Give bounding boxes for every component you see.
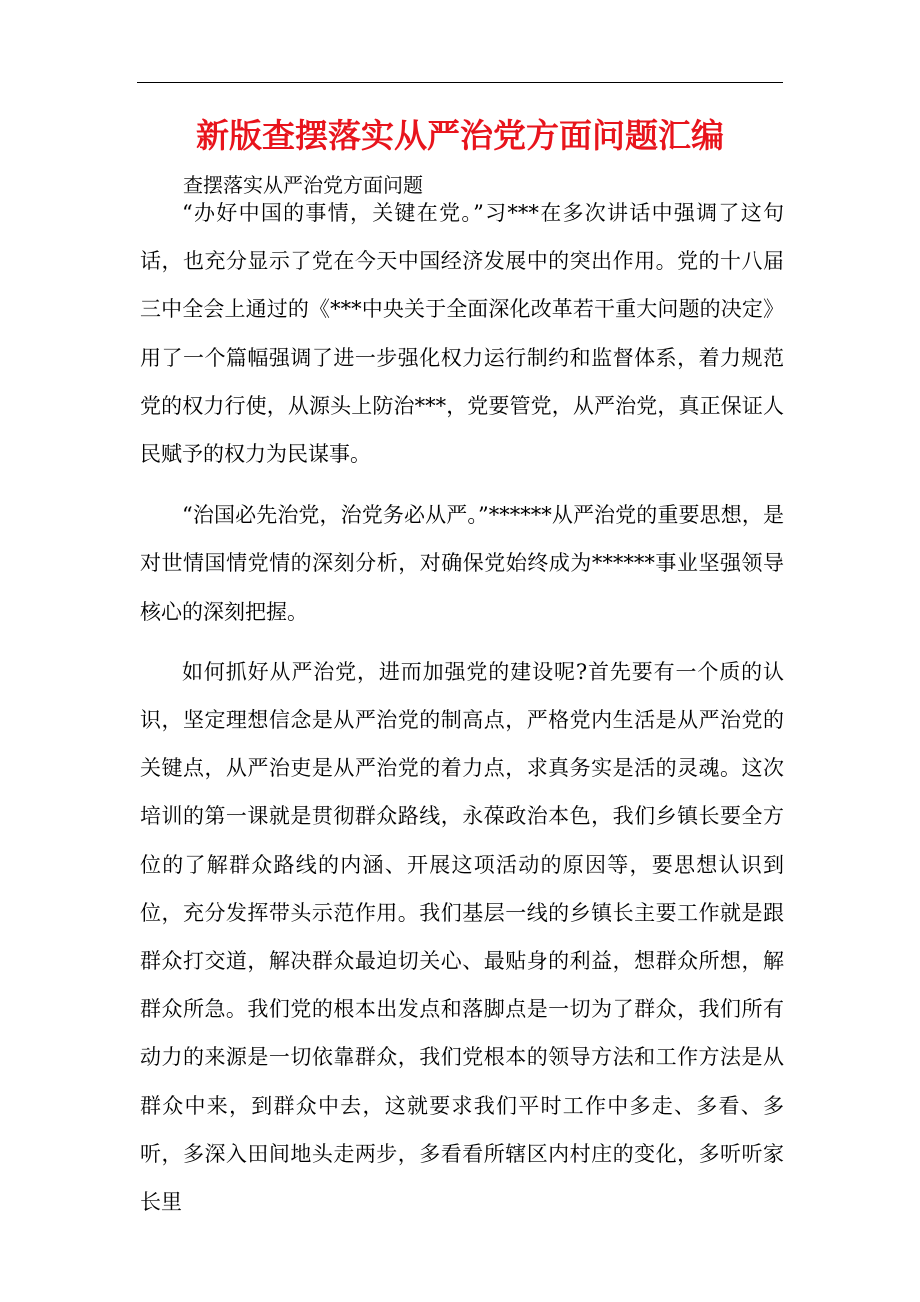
body-paragraph-1: “办好中国的事情，关键在党。”习***在多次讲话中强调了这句话，也充分显示了党在今天中国经济发展中的突出作用。党的十八届三中全会上通过的《***中央关于全面深化改革若干重大问题的决定》用了一个篇幅强调了进一步强化权力运行制约和监督体系，着力规范党的权力行使，从源头上防治***，党要管党，从严治党，真正保证人民赋予的权力为民谋事。: [140, 201, 784, 467]
body-paragraph-2: “治国必先治党，治党务必从严。”******从严治党的重要思想，是对世情国情党情的深刻分析，对确保党始终成为******事业坚强领导核心的深刻把握。: [140, 503, 784, 624]
document-title: 新版查摆落实从严治党方面问题汇编: [196, 116, 724, 155]
body-paragraph-3: 如何抓好从严治党，进而加强党的建设呢?首先要有一个质的认识，坚定理想信念是从严治党的制高点，严格党内生活是从严治党的关键点，从严治吏是从严治党的着力点，求真务实是活的灵魂。这次培训的第一课就是贯彻群众路线，永葆政治本色，我们乡镇长要全方位的了解群众路线的内涵、开展这项活动的原因等，要思想认识到位，充分发挥带头示范作用。我们基层一线的乡镇长主要工作就是跟群众打交道，解决群众最迫切关心、最贴身的利益，想群众所想，解群众所急。我们党的根本出发点和落脚点是一切为了群众，我们所有动力的来源是一切依靠群众，我们党根本的领导方法和工作方法是从群众中来，到群众中去，这就要求我们平时工作中多走、多看、多听，多深入田间地头走两步，多看看所辖区内村庄的变化，多听听家长里: [140, 659, 784, 1215]
document-subtitle: 查摆落实从严治党方面问题: [183, 173, 423, 197]
header-rule: [137, 82, 783, 83]
document-body: [140, 189, 784, 1226]
